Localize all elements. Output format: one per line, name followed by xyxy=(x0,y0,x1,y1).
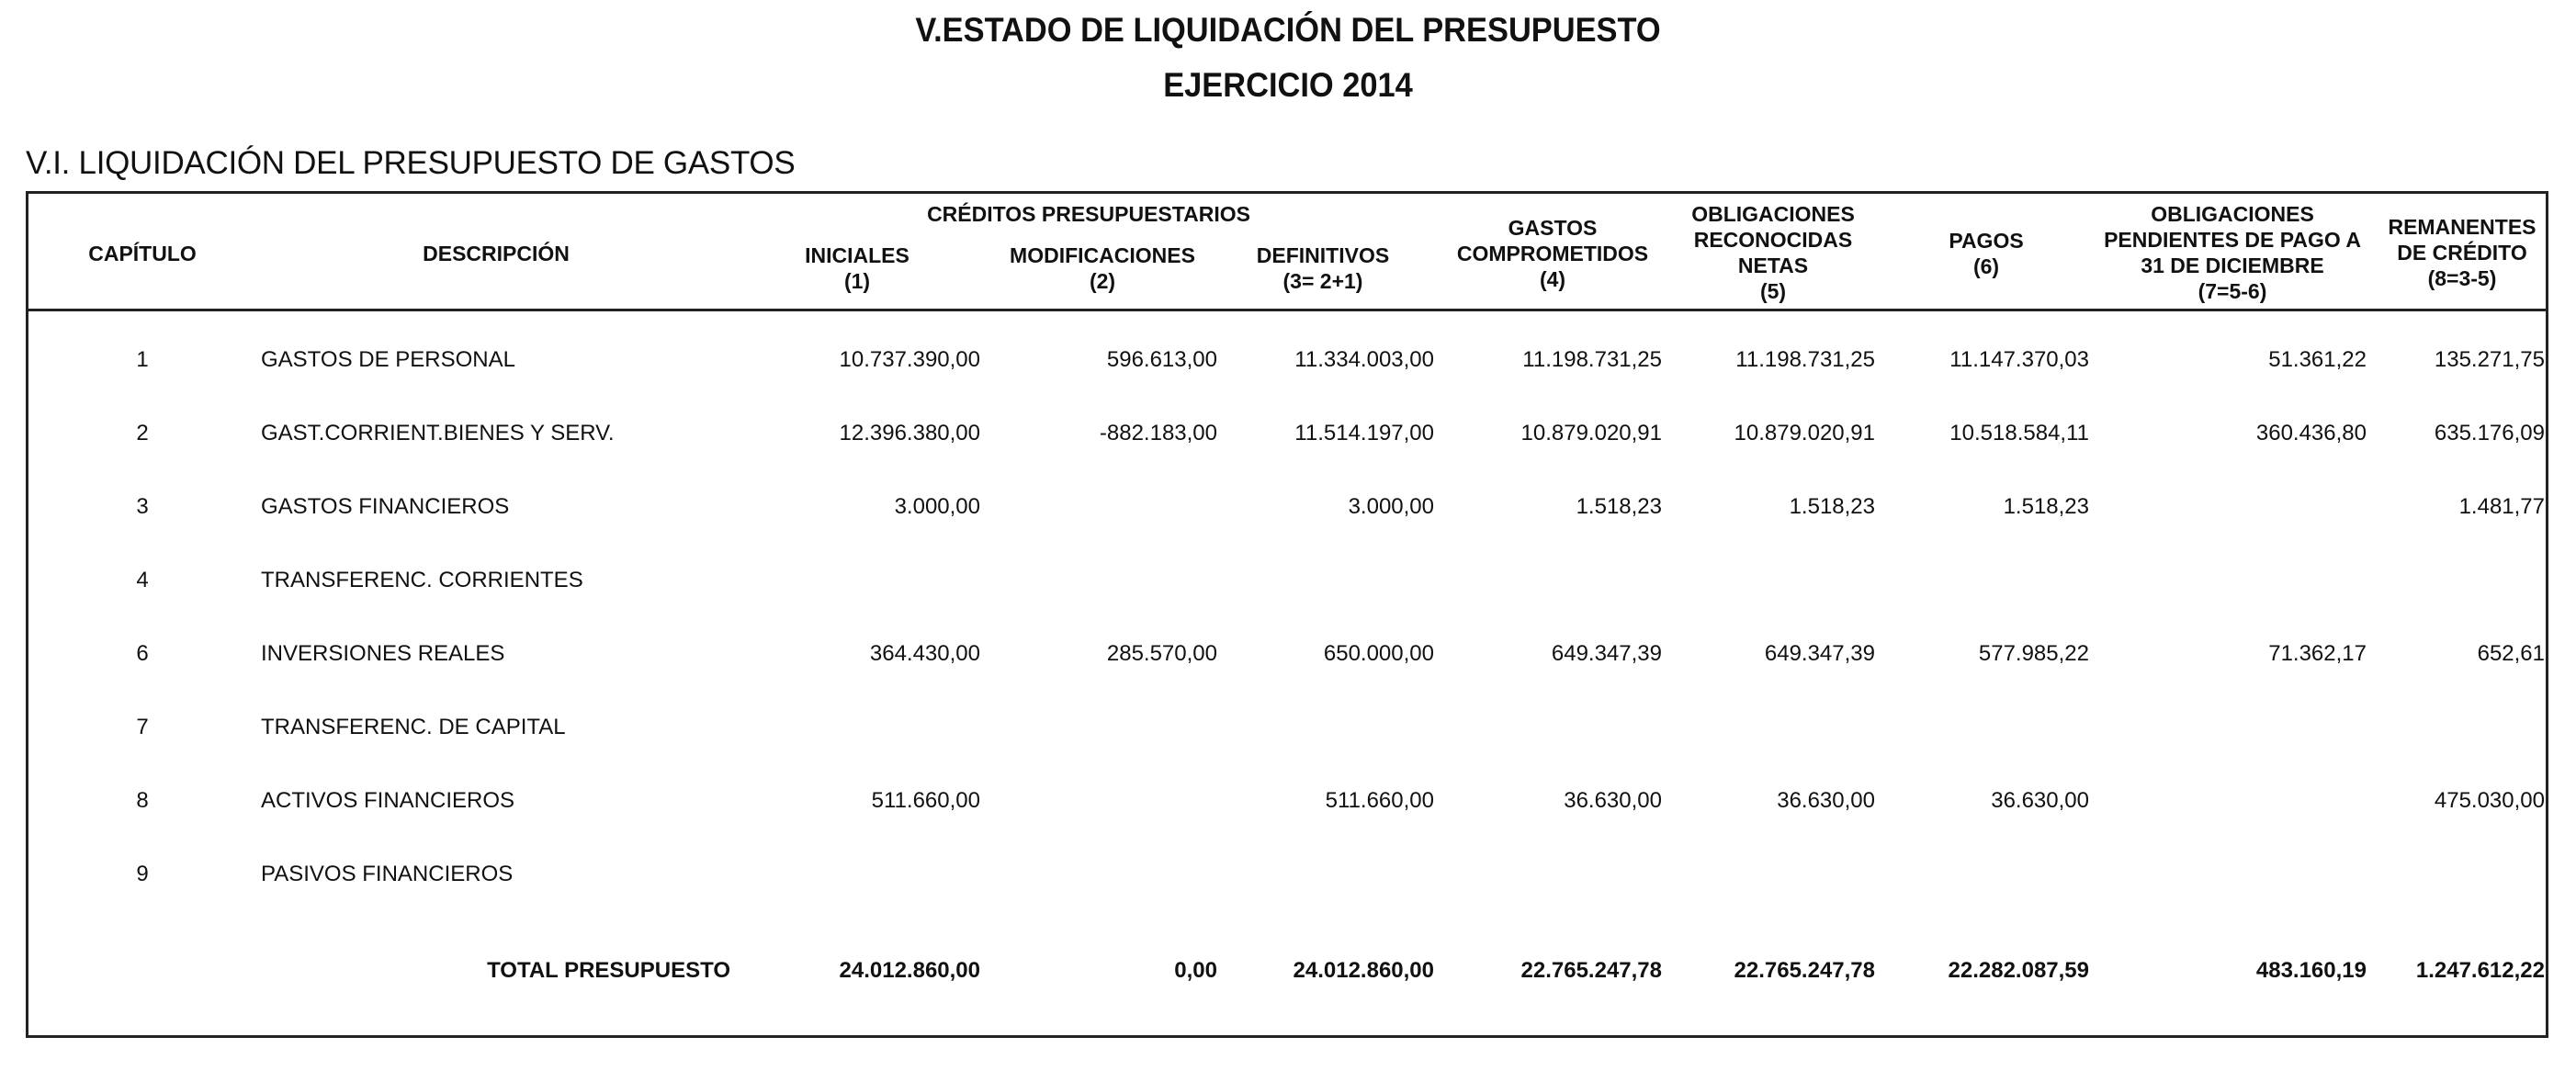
cell-descripcion: GASTOS DE PERSONAL xyxy=(261,347,515,372)
cell-definitivos: 3.000,00 xyxy=(1348,494,1434,519)
cell-comprometidos: 36.630,00 xyxy=(1564,788,1662,813)
cell-pagos: 1.518,23 xyxy=(2003,494,2089,519)
header-divider xyxy=(26,309,2548,311)
cell-capitulo: 8 xyxy=(136,788,149,813)
cell-pagos: 577.985,22 xyxy=(1978,641,2089,666)
header-comprometidos: GASTOS COMPROMETIDOS (4) xyxy=(1456,216,1649,291)
cell-capitulo: 9 xyxy=(136,862,149,886)
header-pendientes: OBLIGACIONES PENDIENTES DE PAGO A 31 DE DICIEMBRE (7=5-6) xyxy=(2104,202,2361,303)
cell-obligaciones: 36.630,00 xyxy=(1777,788,1875,813)
cell-descripcion: GASTOS FINANCIEROS xyxy=(261,494,510,519)
header-descripcion: DESCRIPCIÓN xyxy=(423,242,570,265)
cell-pendientes: 71.362,17 xyxy=(2268,641,2367,666)
cell-pagos: 11.147.370,03 xyxy=(1949,347,2089,372)
header-creditos-group: CRÉDITOS PRESUPUESTARIOS xyxy=(927,202,1250,226)
header-obligaciones: OBLIGACIONES RECONOCIDAS NETAS (5) xyxy=(1691,202,1855,303)
total-modificaciones: 0,00 xyxy=(1174,958,1217,983)
total-pagos: 22.282.087,59 xyxy=(1948,958,2089,983)
header-modificaciones: MODIFICACIONES (2) xyxy=(1010,243,1195,293)
cell-remanentes: 135.271,75 xyxy=(2434,347,2545,372)
cell-capitulo: 3 xyxy=(136,494,149,519)
total-remanentes: 1.247.612,22 xyxy=(2415,958,2545,983)
cell-remanentes: 652,61 xyxy=(2477,641,2545,666)
header-definitivos: DEFINITIVOS (3= 2+1) xyxy=(1256,243,1390,293)
cell-modificaciones: -882.183,00 xyxy=(1099,421,1217,445)
cell-capitulo: 6 xyxy=(136,641,149,666)
header-capitulo: CAPÍTULO xyxy=(88,242,197,265)
cell-definitivos: 11.334.003,00 xyxy=(1294,347,1434,372)
cell-obligaciones: 1.518,23 xyxy=(1789,494,1875,519)
cell-iniciales: 3.000,00 xyxy=(894,494,980,519)
cell-comprometidos: 11.198.731,25 xyxy=(1522,347,1662,372)
cell-capitulo: 2 xyxy=(136,421,149,445)
cell-obligaciones: 649.347,39 xyxy=(1764,641,1875,666)
cell-descripcion: TRANSFERENC. CORRIENTES xyxy=(261,568,583,592)
total-comprometidos: 22.765.247,78 xyxy=(1520,958,1662,983)
document-subtitle: EJERCICIO 2014 xyxy=(1163,66,1413,104)
cell-descripcion: ACTIVOS FINANCIEROS xyxy=(261,788,515,813)
cell-definitivos: 511.660,00 xyxy=(1325,788,1434,813)
total-obligaciones: 22.765.247,78 xyxy=(1734,958,1875,983)
cell-modificaciones: 285.570,00 xyxy=(1106,641,1217,666)
header-iniciales: INICIALES (1) xyxy=(805,243,910,293)
cell-iniciales: 364.430,00 xyxy=(869,641,980,666)
cell-comprometidos: 649.347,39 xyxy=(1551,641,1662,666)
cell-comprometidos: 1.518,23 xyxy=(1576,494,1662,519)
cell-pagos: 36.630,00 xyxy=(1991,788,2089,813)
cell-remanentes: 1.481,77 xyxy=(2458,494,2545,519)
budget-table-frame xyxy=(26,191,2548,1038)
section-title: V.I. LIQUIDACIÓN DEL PRESUPUESTO DE GASTOS xyxy=(26,145,796,181)
cell-definitivos: 650.000,00 xyxy=(1323,641,1434,666)
cell-descripcion: PASIVOS FINANCIEROS xyxy=(261,862,514,886)
header-pagos: PAGOS (6) xyxy=(1949,229,2024,278)
cell-modificaciones: 596.613,00 xyxy=(1106,347,1217,372)
cell-descripcion: TRANSFERENC. DE CAPITAL xyxy=(261,715,566,739)
cell-pagos: 10.518.584,11 xyxy=(1949,421,2089,445)
cell-obligaciones: 10.879.020,91 xyxy=(1734,421,1875,445)
cell-pendientes: 360.436,80 xyxy=(2255,421,2367,445)
cell-capitulo: 4 xyxy=(136,568,149,592)
cell-definitivos: 11.514.197,00 xyxy=(1294,421,1434,445)
cell-descripcion: GAST.CORRIENT.BIENES Y SERV. xyxy=(261,421,615,445)
cell-remanentes: 635.176,09 xyxy=(2434,421,2545,445)
total-definitivos: 24.012.860,00 xyxy=(1293,958,1434,983)
cell-capitulo: 7 xyxy=(136,715,149,739)
cell-capitulo: 1 xyxy=(136,347,149,372)
cell-remanentes: 475.030,00 xyxy=(2434,788,2545,813)
cell-comprometidos: 10.879.020,91 xyxy=(1520,421,1662,445)
total-pendientes: 483.160,19 xyxy=(2255,958,2367,983)
cell-descripcion: INVERSIONES REALES xyxy=(261,641,505,666)
total-label: TOTAL PRESUPUESTO xyxy=(487,958,730,983)
cell-iniciales: 10.737.390,00 xyxy=(839,347,980,372)
cell-pendientes: 51.361,22 xyxy=(2268,347,2367,372)
total-iniciales: 24.012.860,00 xyxy=(839,958,980,983)
document-title: V.ESTADO DE LIQUIDACIÓN DEL PRESUPUESTO xyxy=(915,11,1661,49)
cell-iniciales: 12.396.380,00 xyxy=(839,421,980,445)
cell-iniciales: 511.660,00 xyxy=(871,788,980,813)
cell-obligaciones: 11.198.731,25 xyxy=(1735,347,1875,372)
header-remanentes: REMANENTES DE CRÉDITO (8=3-5) xyxy=(2388,215,2536,290)
